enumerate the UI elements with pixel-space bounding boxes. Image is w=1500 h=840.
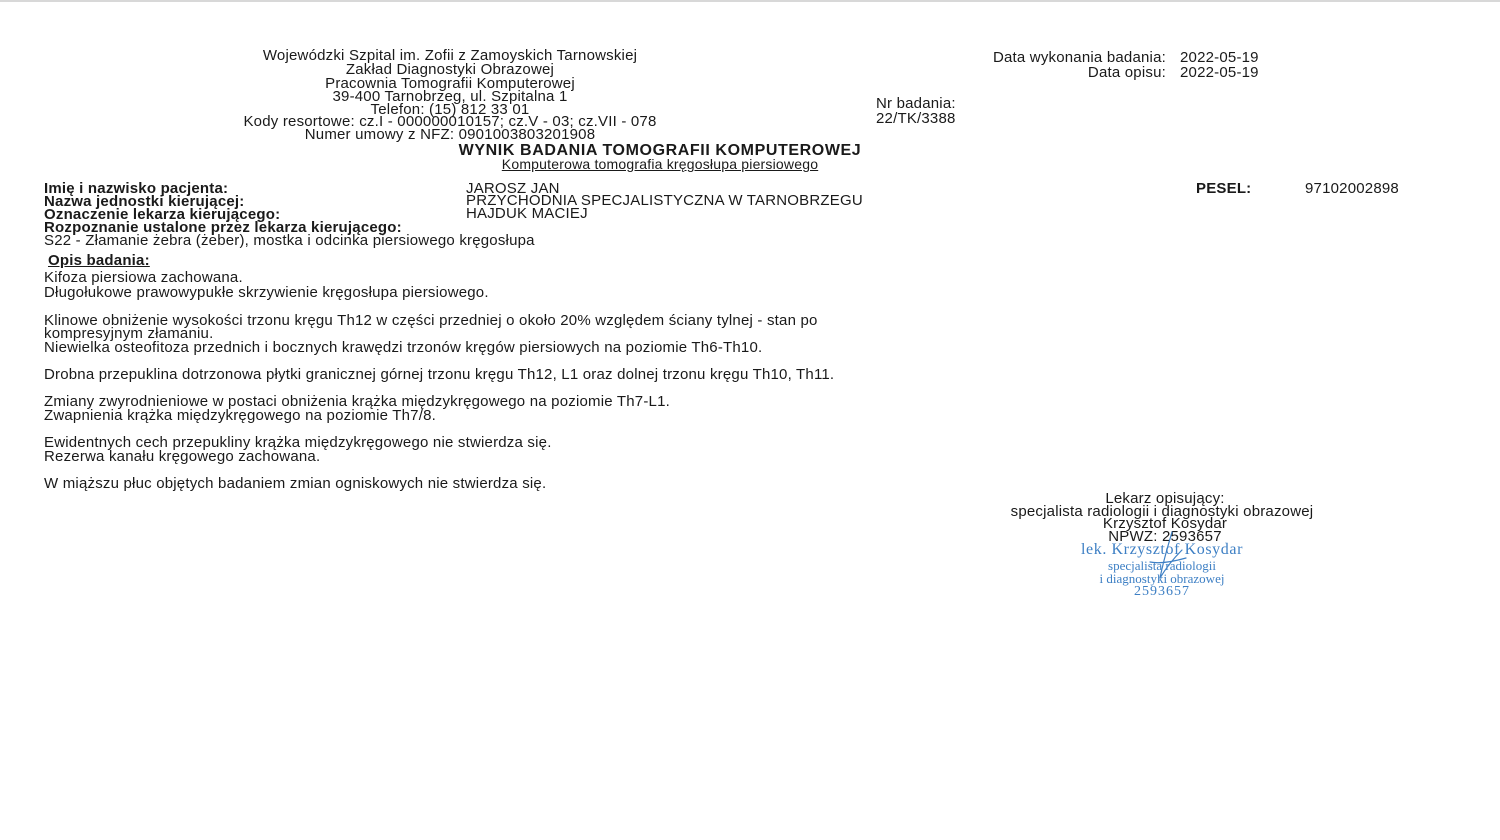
- description-line: Klinowe obniżenie wysokości trzonu kręgu Th12 w części przedniej o około 20% względem ściany tylnej - stan po: [44, 312, 818, 329]
- signature-npwz: NPWZ: 2593657: [1108, 528, 1222, 545]
- institution-phone: Telefon: (15) 812 33 01: [370, 101, 530, 118]
- description-line: Drobna przepuklina dotrzonowa płytki granicznej górnej trzonu kręgu Th12, L1 oraz dolnej trzonu kręgu Th10, Th11.: [44, 366, 835, 383]
- exam-number: 22/TK/3388: [876, 110, 956, 127]
- description-line: Zwapnienia krążka międzykręgowego na poziomie Th7/8.: [44, 407, 436, 424]
- report-subtitle: Komputerowa tomografia kręgosłupa piersiowego: [501, 156, 819, 172]
- description-line: W miąższu płuc objętych badaniem zmian ogniskowych nie stwierdza się.: [44, 475, 547, 492]
- description-date-label: Data opisu:: [1087, 64, 1166, 81]
- report-title: WYNIK BADANIA TOMOGRAFII KOMPUTEROWEJ: [458, 142, 862, 159]
- institution-address: 39-400 Tarnobrzeg, ul. Szpitalna 1: [332, 88, 568, 105]
- pesel-label: PESEL:: [1196, 180, 1252, 197]
- stamp-name: lek. Krzysztof Kosydar: [1080, 541, 1244, 558]
- signature-name: Krzysztof Kosydar: [1102, 515, 1228, 532]
- stamp-number: 2593657: [1134, 584, 1190, 599]
- stamp-specialty-1: specjalista radiologii: [1108, 558, 1216, 573]
- stamp-specialty-2: i diagnostyki obrazowej: [1099, 571, 1225, 586]
- diagnosis-text: S22 - Złamanie żebra (żeber), mostka i odcinka piersiowego kręgosłupa: [44, 232, 535, 249]
- exam-number-label: Nr badania:: [876, 95, 956, 112]
- institution-lab: Pracownia Tomografii Komputerowej: [325, 75, 575, 92]
- signature-specialty: specjalista radiologii i diagnostyki obrazowej: [1010, 503, 1314, 520]
- description-line: Długołukowe prawowypukłe skrzywienie kręgosłupa piersiowego.: [44, 284, 489, 301]
- signature-role: Lekarz opisujący:: [1105, 490, 1225, 507]
- institution-name: Wojewódzki Szpital im. Zofii z Zamoyskich Tarnowskiej: [262, 47, 638, 64]
- referring-doctor: HAJDUK MACIEJ: [466, 205, 588, 222]
- description-date: 2022-05-19: [1180, 64, 1259, 81]
- description-line: Niewielka osteofitoza przednich i bocznych krawędzi trzonów kręgów piersiowych na poziomie Th6-Th10.: [44, 339, 763, 356]
- exam-date: 2022-05-19: [1180, 49, 1259, 66]
- institution-department: Zakład Diagnostyki Obrazowej: [345, 61, 555, 78]
- handwritten-signature: [1120, 528, 1210, 590]
- referring-doctor-label: Oznaczenie lekarza kierującego:: [44, 206, 281, 223]
- referring-unit-label: Nazwa jednostki kierującej:: [44, 193, 245, 210]
- diagnosis-label: Rozpoznanie ustalone przez lekarza kierującego:: [44, 219, 402, 236]
- description-heading: Opis badania:: [48, 252, 150, 269]
- exam-date-label: Data wykonania badania:: [992, 49, 1166, 66]
- referring-unit: PRZYCHODNIA SPECJALISTYCZNA W TARNOBRZEGU: [466, 192, 863, 209]
- description-line: Kifoza piersiowa zachowana.: [44, 269, 243, 286]
- scan-edge: [0, 0, 1500, 2]
- description-line: Rezerwa kanału kręgowego zachowana.: [44, 448, 321, 465]
- description-line: kompresyjnym złamaniu.: [44, 325, 214, 342]
- institution-codes: Kody resortowe: cz.I - 000000010157; cz.V - 03; cz.VII - 078: [243, 113, 657, 130]
- description-line: Zmiany zwyrodnieniowe w postaci obniżenia krążka międzykręgowego na poziomie Th7-L1.: [44, 393, 670, 410]
- description-line: Ewidentnych cech przepukliny krążka międzykręgowego nie stwierdza się.: [44, 434, 552, 451]
- institution-nfz: Numer umowy z NFZ: 0901003803201908: [304, 126, 596, 143]
- patient-name-label: Imię i nazwisko pacjenta:: [44, 180, 229, 197]
- pesel-value: 97102002898: [1305, 180, 1399, 197]
- patient-name: JAROSZ JAN: [466, 180, 560, 197]
